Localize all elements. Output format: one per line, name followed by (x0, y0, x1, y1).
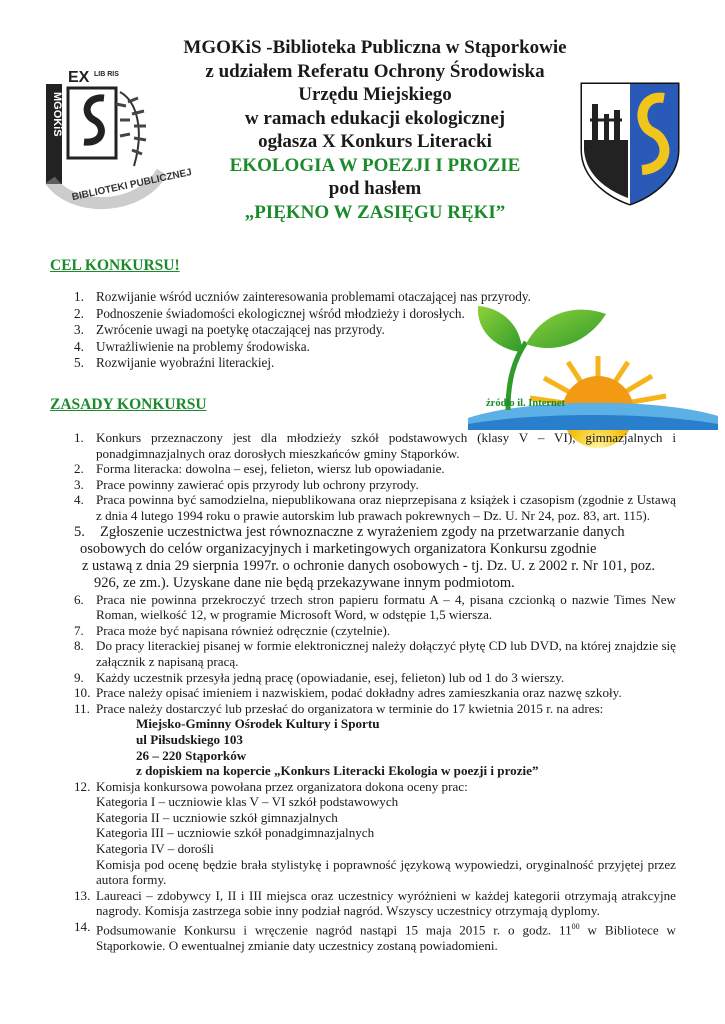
header-line-5: ogłasza X Konkurs Literacki (258, 131, 492, 152)
library-ex-libris-logo (42, 62, 193, 212)
goal-item: 2. Podnoszenie świadomości ekologicznej wśród młodzieży i dorosłych. (74, 305, 465, 321)
rule-item: 5. Zgłoszenie uczestnictwa jest równoznaczne z wyrażeniem zgody na przetwarzanie danych osobowych do celów organizacyjnych i marketingowych organizatora Konkursu zgodnie z ustawą z dnia 29 sierpnia 1997r. o ochronie danych osobowych - tj. Dz. U. z 2002 r. Nr 101, poz. 926, ze zm.). Uzyskane dane nie będą przekazywane innym podmiotom. (74, 523, 656, 591)
organizer-address (74, 716, 676, 778)
contest-title: EKOLOGIA W POEZJI I PROZIE (229, 154, 521, 176)
address-line: ul Piłsudskiego 103 (136, 731, 243, 747)
goal-item: 4. Uwrażliwienie na problemy środowiska. (74, 338, 310, 354)
rule-item: 9. Każdy uczestnik przesyła jedną pracę (opowiadanie, esej, felieton) lub od 1 do 3 wierszy. (74, 669, 565, 685)
rules-heading: ZASADY KONKURSU (50, 396, 207, 413)
rule-item: 4. Praca powinna być samodzielna, niepublikowana oraz nieprzepisana z książek i czasopism (zgodnie z Ustawą z dnia 4 lutego 1994 roku o prawie autorskim lub prawach pokrewnych – Dz. U. Nr 24, poz. 83, art. 115). (74, 492, 676, 523)
address-line: 26 – 220 Stąporków (136, 747, 247, 763)
rule-item: 2. Forma literacka: dowolna – esej, felieton, wiersz lub opowiadanie. (74, 461, 445, 477)
header-line-4: w ramach edukacji ekologicznej (244, 107, 506, 129)
goal-item: 3. Zwrócenie uwagi na poetykę otaczającej nas przyrody. (74, 322, 385, 337)
header-line-1: MGOKiS -Biblioteka Publiczna w Stąporkowie (183, 37, 567, 58)
image-source-caption: źródło il. Internet (486, 398, 566, 409)
logo-ex-text: EX (68, 69, 90, 86)
rule-item: 10. Prace należy opisać imieniem i nazwiskiem, podać dokładny adres zamieszkania oraz nazwę szkoły. (74, 685, 622, 701)
eco-sprout-illustration (468, 300, 718, 430)
category-item: Kategoria II – uczniowie szkół gimnazjalnych (96, 809, 338, 825)
rule-item: 11. Prace należy dostarczyć lub przesłać do organizatora w terminie do 17 kwietnia 2015 r. na adres: (74, 700, 604, 716)
rule-item: 3. Prace powinny zawierać opis przyrody lub ochrony przyrody. (74, 476, 419, 492)
logo-vertical-text: MGOKiS (51, 92, 63, 137)
address-line: z dopiskiem na kopercie „Konkurs Literacki Ekologia w poezji i prozie” (136, 763, 539, 779)
rule-item: 1. Konkurs przeznaczony jest dla młodzieży szkół podstawowych (klasy V – VI), gimnazjalnych i ponadgimnazjalnych oraz dorosłych mieszkańców gminy Stąporków. (74, 430, 676, 461)
contest-motto: „PIĘKNO W ZASIĘGU RĘKI” (244, 201, 506, 223)
logo-arc-text: BIBLIOTEKI PUBLICZNEJ (70, 166, 193, 204)
goal-item: 1. Rozwijanie wśród uczniów zainteresowania problemami otaczającej nas przyrody. (74, 289, 531, 304)
rule-item: 13. Laureaci – zdobywcy I, II i III miejsca oraz uczestnicy wyróżnieni w każdej kategorii otrzymają atrakcyjne nagrody. Komisja zastrzega sobie inny podział nagród. Wszyscy uczestnicy otrzymają dyplomy. (74, 887, 676, 919)
rule-item: 7. Praca może być napisana również odręcznie (czytelnie). (74, 622, 391, 638)
logo-libris-text: LIB RIS (94, 71, 119, 78)
category-item: Kategoria I – uczniowie klas V – VI szkół podstawowych (96, 794, 399, 810)
header-line-7: pod hasłem (328, 178, 422, 199)
rule-item: 6. Praca nie powinna przekroczyć trzech stron papieru formatu A – 4, pisana czcionką o nazwie Times New Roman, wielkość 12, w programie Microsoft Word, w odstępie 1,5 wiersza. (74, 591, 676, 623)
rule-item: 8. Do pracy literackiej pisanej w formie elektronicznej należy dołączyć płytę CD lub DVD, na której znajdzie się załącznik z napisaną pracą. (74, 638, 676, 669)
rule-item: 14. Podsumowanie Konkursu i wręczenie nagród nastąpi 15 maja 2015 r. o godz. $11^{00}$ w Bibliotece w Stąporkowie. O ewentualnej zmianie daty uczestnicy zostaną powiadomieni. (74, 919, 676, 953)
category-item: Kategoria III – uczniowie szkół ponadgimnazjalnych (96, 825, 375, 841)
address-line: Miejsko-Gminny Ośrodek Kultury i Sportu (136, 716, 380, 732)
header-line-3: Urzędu Miejskiego (298, 84, 452, 105)
goals-heading: CEL KONKURSU! (50, 257, 180, 274)
stąporków-coat-of-arms (578, 80, 682, 206)
category-item: Kategoria IV – dorośli (96, 841, 214, 857)
goal-item: 5. Rozwijanie wyobraźni literackiej. (74, 355, 275, 370)
rules-list (74, 430, 676, 954)
page-header (130, 36, 620, 224)
header-line-2: z udziałem Referatu Ochrony Środowiska (205, 60, 545, 82)
rule-item: 12. Komisja konkursowa powołana przez organizatora dokona oceny prac: Kategoria I – uczniowie klas V – VI szkół podstawowych Kategoria II – uczniowie szkół gimnazjalnych Kategoria III – uczniowie szkół ponadgimnazjalnych Kategoria IV – dorośli Komisja pod ocenę będzie brała stylistykę i poprawność językową wypowiedzi, oryginalność przyjętej przez autora formy. (74, 778, 676, 888)
